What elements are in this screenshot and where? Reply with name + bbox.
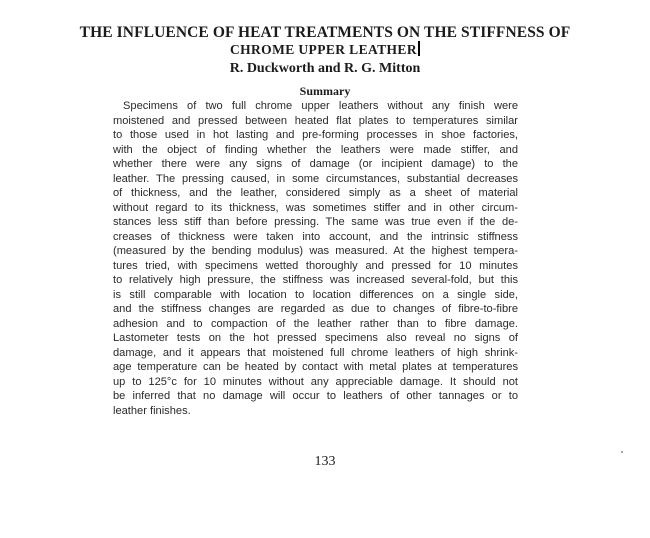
text-cursor xyxy=(418,41,420,56)
scan-speck xyxy=(621,451,623,453)
page-number: 133 xyxy=(314,454,336,469)
abstract-line: tures tried, with specimens wetted thoroughly and pressed for 10 minutes xyxy=(113,259,518,272)
abstract-line: to those used in hot lasting and pre-forming processes in shoe factories, xyxy=(113,129,518,141)
paper-title xyxy=(30,24,620,58)
abstract-line: is still comparable with location to location differences on a single side, xyxy=(113,288,518,301)
abstract-line: Specimens of two full chrome upper leathers without any finish were xyxy=(123,100,518,112)
abstract-line: moistened and pressed between heated flat plates to temperatures similar xyxy=(113,114,518,127)
abstract-line: up to 125°c for 10 minutes without any appreciable damage. It should not xyxy=(113,375,518,388)
authors: R. Duckworth and R. G. Mitton xyxy=(229,61,421,76)
abstract-line: age temperature can be heated by contact with metal plates at temperatures xyxy=(113,361,518,373)
abstract-body xyxy=(113,99,518,418)
abstract-line: of thickness, and the leather, considered simply as a sheet of material xyxy=(113,187,518,199)
abstract-line: leather. The pressing caused, in some circumstances, substantial decreases xyxy=(113,172,518,185)
abstract-line: whether there were any signs of damage (or incipient damage) to the xyxy=(113,158,518,170)
abstract-line: adhesion and to compaction of the leather rather than to fibre damage. xyxy=(113,317,518,330)
abstract-line: damage, and it appears that moistened full chrome leathers of high shrink- xyxy=(113,346,518,359)
abstract-line: with the object of finding whether the leathers were made stiffer, and xyxy=(113,143,518,156)
abstract-line: (measured by the bending modulus) was measured. At the highest tempera- xyxy=(113,245,518,257)
title-line-2 xyxy=(30,41,620,58)
abstract-line: Lastometer tests on the hot pressed specimens also reveal no signs of xyxy=(113,332,518,344)
abstract-line: stances less stiff than before pressing. The same was true even if the de- xyxy=(113,216,518,228)
summary-heading: Summary xyxy=(299,84,351,98)
abstract-line: be inferred that no damage will occur to leathers of other tannages or to xyxy=(113,390,518,402)
abstract-line: to relatively high pressure, the stiffness was increased several-fold, but this xyxy=(113,274,518,286)
abstract-line: without regard to its thickness, was sometimes stiffer and in other circum- xyxy=(113,201,518,214)
abstract-line: and the stiffness changes are regarded as due to changes of fibre-to-fibre xyxy=(113,303,518,315)
abstract-line: creases of thickness were taken into account, and the intrinsic stiffness xyxy=(113,230,518,243)
abstract-line: leather finishes. xyxy=(113,404,191,417)
title-line-2-text: CHROME UPPER LEATHER xyxy=(229,42,417,57)
title-line-1: THE INFLUENCE OF HEAT TREATMENTS ON THE STIFFNESS OF xyxy=(79,24,571,41)
